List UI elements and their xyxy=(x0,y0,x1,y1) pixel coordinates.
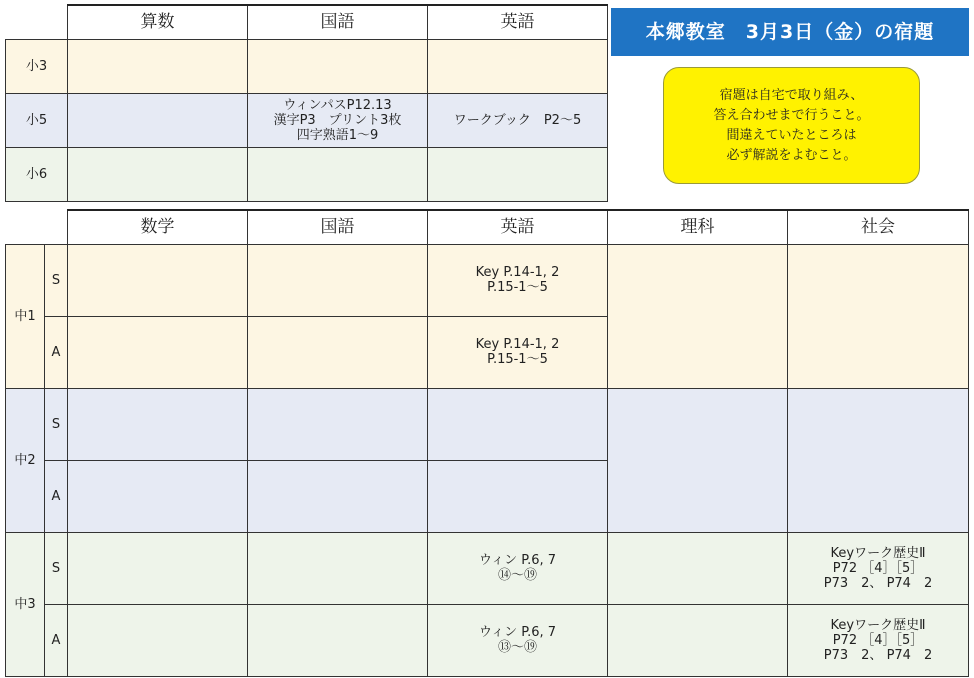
corner-cell xyxy=(6,5,68,39)
homework-cell xyxy=(608,388,788,532)
homework-cell xyxy=(788,532,969,604)
subject-header: 英語 xyxy=(428,210,608,244)
elementary-homework-table xyxy=(5,4,608,202)
homework-line: P.15-1～5 xyxy=(487,280,548,295)
subject-header: 英語 xyxy=(428,5,608,39)
homework-cell xyxy=(428,460,608,532)
homework-cell xyxy=(68,316,248,388)
homework-line: ワークブック P2～5 xyxy=(453,112,582,128)
homework-cell xyxy=(248,244,428,316)
grade-label: 小6 xyxy=(6,147,68,201)
homework-line: 四字熟語1～9 xyxy=(296,127,379,143)
homework-cell xyxy=(248,460,428,532)
class-label: A xyxy=(45,316,68,388)
homework-cell xyxy=(248,93,428,147)
homework-cell xyxy=(248,39,428,93)
homework-cell xyxy=(68,460,248,532)
homework-line: 漢字P3 プリント3枚 xyxy=(273,112,402,128)
homework-cell xyxy=(428,388,608,460)
homework-cell xyxy=(608,532,788,604)
note-line: 間違えていたところは xyxy=(726,127,857,143)
corner-cell xyxy=(6,210,68,244)
homework-line: ⑬～⑲ xyxy=(497,640,537,655)
homework-cell xyxy=(788,388,969,532)
homework-cell xyxy=(428,532,608,604)
subject-header: 国語 xyxy=(248,210,428,244)
homework-line: Keyワーク歴史Ⅱ xyxy=(830,545,926,561)
homework-line: ウィン P.6, 7 xyxy=(478,625,557,640)
homework-cell xyxy=(248,316,428,388)
homework-cell xyxy=(428,316,608,388)
homework-cell xyxy=(428,93,608,147)
homework-cell xyxy=(428,39,608,93)
homework-cell xyxy=(68,388,248,460)
homework-cell xyxy=(428,604,608,676)
homework-line: Key P.14-1, 2 xyxy=(475,265,560,280)
homework-cell xyxy=(788,244,969,388)
subject-header: 数学 xyxy=(68,210,248,244)
subject-header: 算数 xyxy=(68,5,248,39)
homework-line: P73 2、 P74 2 xyxy=(823,647,933,663)
junior-homework-table xyxy=(5,209,969,677)
homework-cell xyxy=(68,244,248,316)
class-label: S xyxy=(45,532,68,604)
subject-header: 社会 xyxy=(788,210,969,244)
homework-line: P73 2、 P74 2 xyxy=(823,575,933,591)
homework-line: P.15-1～5 xyxy=(487,352,548,367)
class-label: A xyxy=(45,604,68,676)
page-title: 本郷教室 3月3日（金）の宿題 xyxy=(611,8,969,56)
homework-line: ウィン P.6, 7 xyxy=(478,553,557,568)
grade-label: 小5 xyxy=(6,93,68,147)
homework-cell xyxy=(68,93,248,147)
grade-label: 中1 xyxy=(6,244,45,388)
class-label: S xyxy=(45,388,68,460)
homework-cell xyxy=(248,147,428,201)
grade-label: 小3 xyxy=(6,39,68,93)
class-label: S xyxy=(45,244,68,316)
subject-header: 理科 xyxy=(608,210,788,244)
homework-cell xyxy=(68,147,248,201)
note-line: 答え合わせまで行うこと。 xyxy=(713,107,870,123)
homework-line: ⑭～⑲ xyxy=(497,568,537,583)
homework-cell xyxy=(68,604,248,676)
homework-cell xyxy=(68,532,248,604)
homework-cell xyxy=(428,147,608,201)
homework-cell xyxy=(68,39,248,93)
homework-cell xyxy=(248,532,428,604)
instructions-note xyxy=(663,67,920,184)
note-line: 宿題は自宅で取り組み、 xyxy=(719,87,864,103)
homework-line: Keyワーク歴史Ⅱ xyxy=(830,617,926,633)
homework-line: ウィンパスP12.13 xyxy=(283,97,392,113)
homework-cell xyxy=(608,604,788,676)
grade-label: 中2 xyxy=(6,388,45,532)
homework-cell xyxy=(248,388,428,460)
homework-cell xyxy=(428,244,608,316)
homework-cell xyxy=(788,604,969,676)
class-label: A xyxy=(45,460,68,532)
homework-line: P72 ［4］［5］ xyxy=(832,560,924,576)
subject-header: 国語 xyxy=(248,5,428,39)
note-line: 必ず解説をよむこと。 xyxy=(726,147,857,163)
homework-line: P72 ［4］［5］ xyxy=(832,632,924,648)
homework-line: Key P.14-1, 2 xyxy=(475,337,560,352)
grade-label: 中3 xyxy=(6,532,45,676)
homework-cell xyxy=(248,604,428,676)
homework-cell xyxy=(608,244,788,388)
